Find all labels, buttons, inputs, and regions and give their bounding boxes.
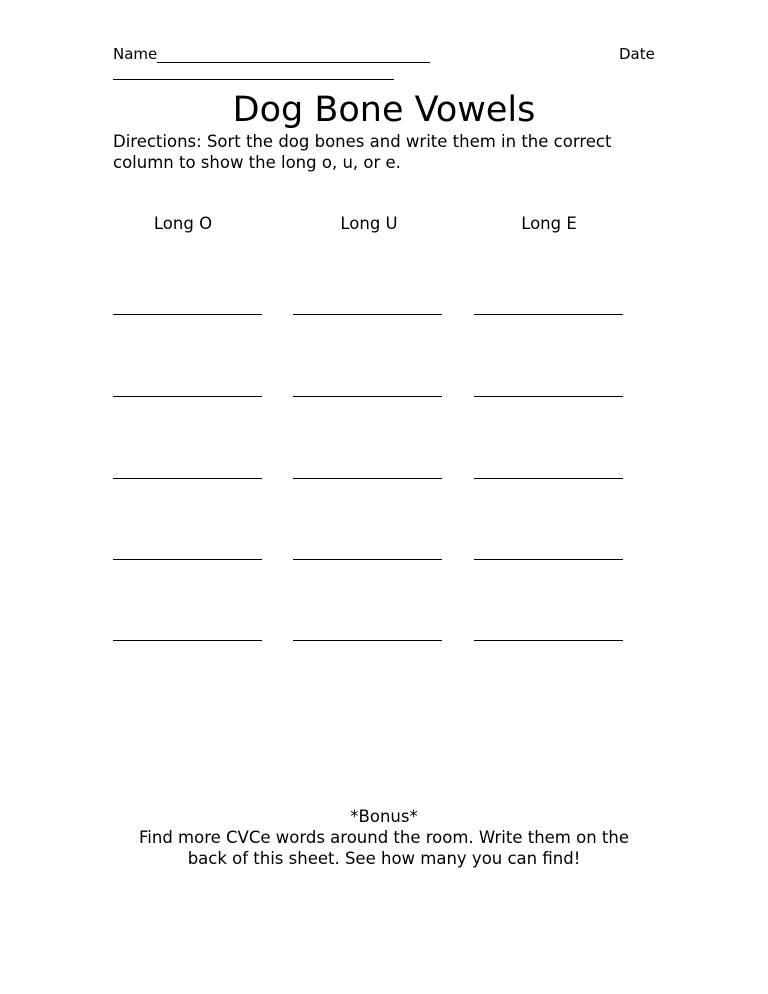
answer-blank-long-u-4[interactable] (293, 559, 442, 560)
bonus-line-2: back of this sheet. See how many you can find! (187, 849, 581, 868)
answer-blank-long-o-3[interactable] (113, 478, 262, 479)
answer-blank-long-u-2[interactable] (293, 396, 442, 397)
column-header-long-e: Long E (521, 214, 577, 233)
page-title: Dog Bone Vowels (232, 90, 536, 130)
date-label: Date (619, 45, 655, 63)
answer-blank-long-u-1[interactable] (293, 314, 442, 315)
column-header-long-o: Long O (153, 214, 213, 233)
answer-blank-long-o-1[interactable] (113, 314, 262, 315)
date-field[interactable] (113, 79, 394, 80)
bonus-line-1: Find more CVCe words around the room. Write them on the (139, 828, 629, 847)
answer-blank-long-u-3[interactable] (293, 478, 442, 479)
directions-text: Directions: Sort the dog bones and write them in the correct column to show the long o, u, or e. (113, 132, 612, 172)
name-label: Name (113, 45, 158, 63)
name-field[interactable] (157, 62, 430, 63)
bonus-section (0, 806, 768, 869)
bonus-heading: *Bonus* (350, 807, 418, 826)
answer-blank-long-e-3[interactable] (474, 478, 623, 479)
column-header-long-u: Long U (340, 214, 398, 233)
answer-blank-long-e-1[interactable] (474, 314, 623, 315)
answer-blank-long-e-2[interactable] (474, 396, 623, 397)
answer-blank-long-o-5[interactable] (113, 640, 262, 641)
answer-blank-long-e-4[interactable] (474, 559, 623, 560)
answer-blank-long-o-4[interactable] (113, 559, 262, 560)
answer-blank-long-u-5[interactable] (293, 640, 442, 641)
answer-blank-long-e-5[interactable] (474, 640, 623, 641)
answer-blank-long-o-2[interactable] (113, 396, 262, 397)
